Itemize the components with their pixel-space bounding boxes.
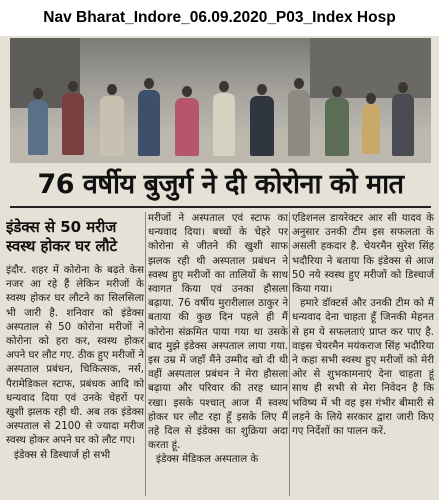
photo-building-right <box>310 38 431 98</box>
photo-person <box>213 93 235 156</box>
article-column-1 <box>6 212 144 498</box>
photo-person-head <box>332 86 342 97</box>
paragraph: हमारे डॉक्टर्स और उनकी टीम को मैं धन्यवाद देना चाहता हूँ जिनकी मेहनत से हम ये सफलताएं प्राप्त कर पाए है. वाइस चेयरमैन मयंकराज सिंह भदौरिया ने कहा सभी स्वस्थ हुए मरीजों को मेरी ओर से शुभकामनाएं देना चाहता हूं साथ ही सभी से मेरा निवेदन है कि भविष्य में भी वह इस गंभीर बीमारी से लड़ने के लिये सरकार द्वारा जारी किए गए निर्देशों का पालन करें. <box>292 298 434 438</box>
photo-person-head <box>219 81 229 92</box>
photo-person-head <box>294 78 304 89</box>
photo-person <box>138 90 160 156</box>
photo-person-head <box>257 84 267 95</box>
paragraph: इंडेक्स से डिस्चार्ज हो सभी <box>14 449 111 461</box>
photo-person-head <box>366 93 376 104</box>
article-column-3 <box>292 212 434 498</box>
article-headline: 76 वर्षीय बुजुर्ग ने दी कोरोना को मात <box>37 169 404 200</box>
photo-person-head <box>144 78 154 89</box>
subheadline-line-2: स्वस्थ होकर घर लौटे <box>6 237 118 255</box>
photo-person <box>62 93 84 155</box>
subheadline <box>6 218 144 256</box>
photo-person-head <box>33 88 43 99</box>
paragraph: इंदौर. शहर में कोरोना के बढ़ते केस नजर आ रहे हैं लेकिन मरीजों के स्वस्थ होकर घर लौटने का सिलसिला भी जारी है. शनिवार को इंडेक्स अस्पताल से 50 कोरोना मरीजों ने कोरोना को हरा कर, स्वस्थ होकर अपने घर लौट गए. ठीक हुए मरीजों ने अस्पताल प्रबंधन, चिकित्सक, नर्स, पैरामेडिकल स्टाफ, प्रबंधक आदि को धन्यवाद दिया एवं उनके चेहरों पर खुशी झलक रही थी. अब तक इंडेक्स अस्पताल से 2100 से ज्यादा मरीज स्वस्थ होकर अपने घर को लौट गए। <box>6 265 144 447</box>
photo-person-head <box>398 82 408 93</box>
photo-person-head <box>182 86 192 97</box>
photo-person <box>288 90 310 156</box>
photo-person <box>175 98 199 156</box>
paragraph: एडिशनल डायरेक्टर आर सी यादव के अनुसार उनकी टीम इस सफलता के असली हकदार है. चेयरमैन सुरेश सिंह भदौरिया ने बताया कि इंडेक्स से आज 50 नये स्वस्थ हुए मरीजों को डिस्चार्ज किया गया। <box>292 213 434 296</box>
photo-person <box>250 96 274 156</box>
clipping-caption: Nav Bharat_Indore_06.09.2020_P03_Index Hosp <box>0 0 439 36</box>
headline-rule <box>10 206 431 208</box>
photo-person <box>392 94 414 156</box>
photo-person-head <box>68 81 78 92</box>
subheadline-line-1: इंडेक्स से 50 मरीज <box>6 218 117 236</box>
group-photo <box>10 38 431 163</box>
photo-person <box>28 100 48 155</box>
photo-person <box>362 104 380 154</box>
paragraph: मरीजों ने अस्पताल एवं स्टाफ का धन्यवाद दिया। बच्चों के चेहरे पर कोरोना से जीतने की खुशी साफ झलक रही थी अस्पताल प्रबंधन ने स्वस्थ हुए मरीजों का तालियों के साथ स्वागत किया एवं उनका हौसला बढ़ाया. 76 वर्षीय मुरारीलाल ठाकुर ने बताया की कुछ दिन पहले ही मैं कोरोना संक्रमित पाया गया था उसके बाद मुझे इंडेक्स अस्पताल लाया गया. इस उम्र में जहाँ मैंने उम्मीद खो दी थी वहीं अस्पताल प्रबंधन ने मेरा हौसला बढ़ाया और परिवार की तरह ध्यान रखा। इसके पश्चात् आज मैं स्वस्थ होकर घर लौट रहा हूँ इसके लिए मैं तहे दिल से इंडेक्स का शुक्रिया अदा करता हूं. <box>148 213 288 452</box>
photo-person-head <box>107 84 117 95</box>
photo-person <box>325 98 349 156</box>
paragraph: इंडेक्स मेडिकल अस्पताल के <box>156 454 259 466</box>
photo-person <box>100 96 124 156</box>
column-divider <box>289 212 290 496</box>
article-column-2 <box>148 212 288 498</box>
column-divider <box>145 212 146 496</box>
